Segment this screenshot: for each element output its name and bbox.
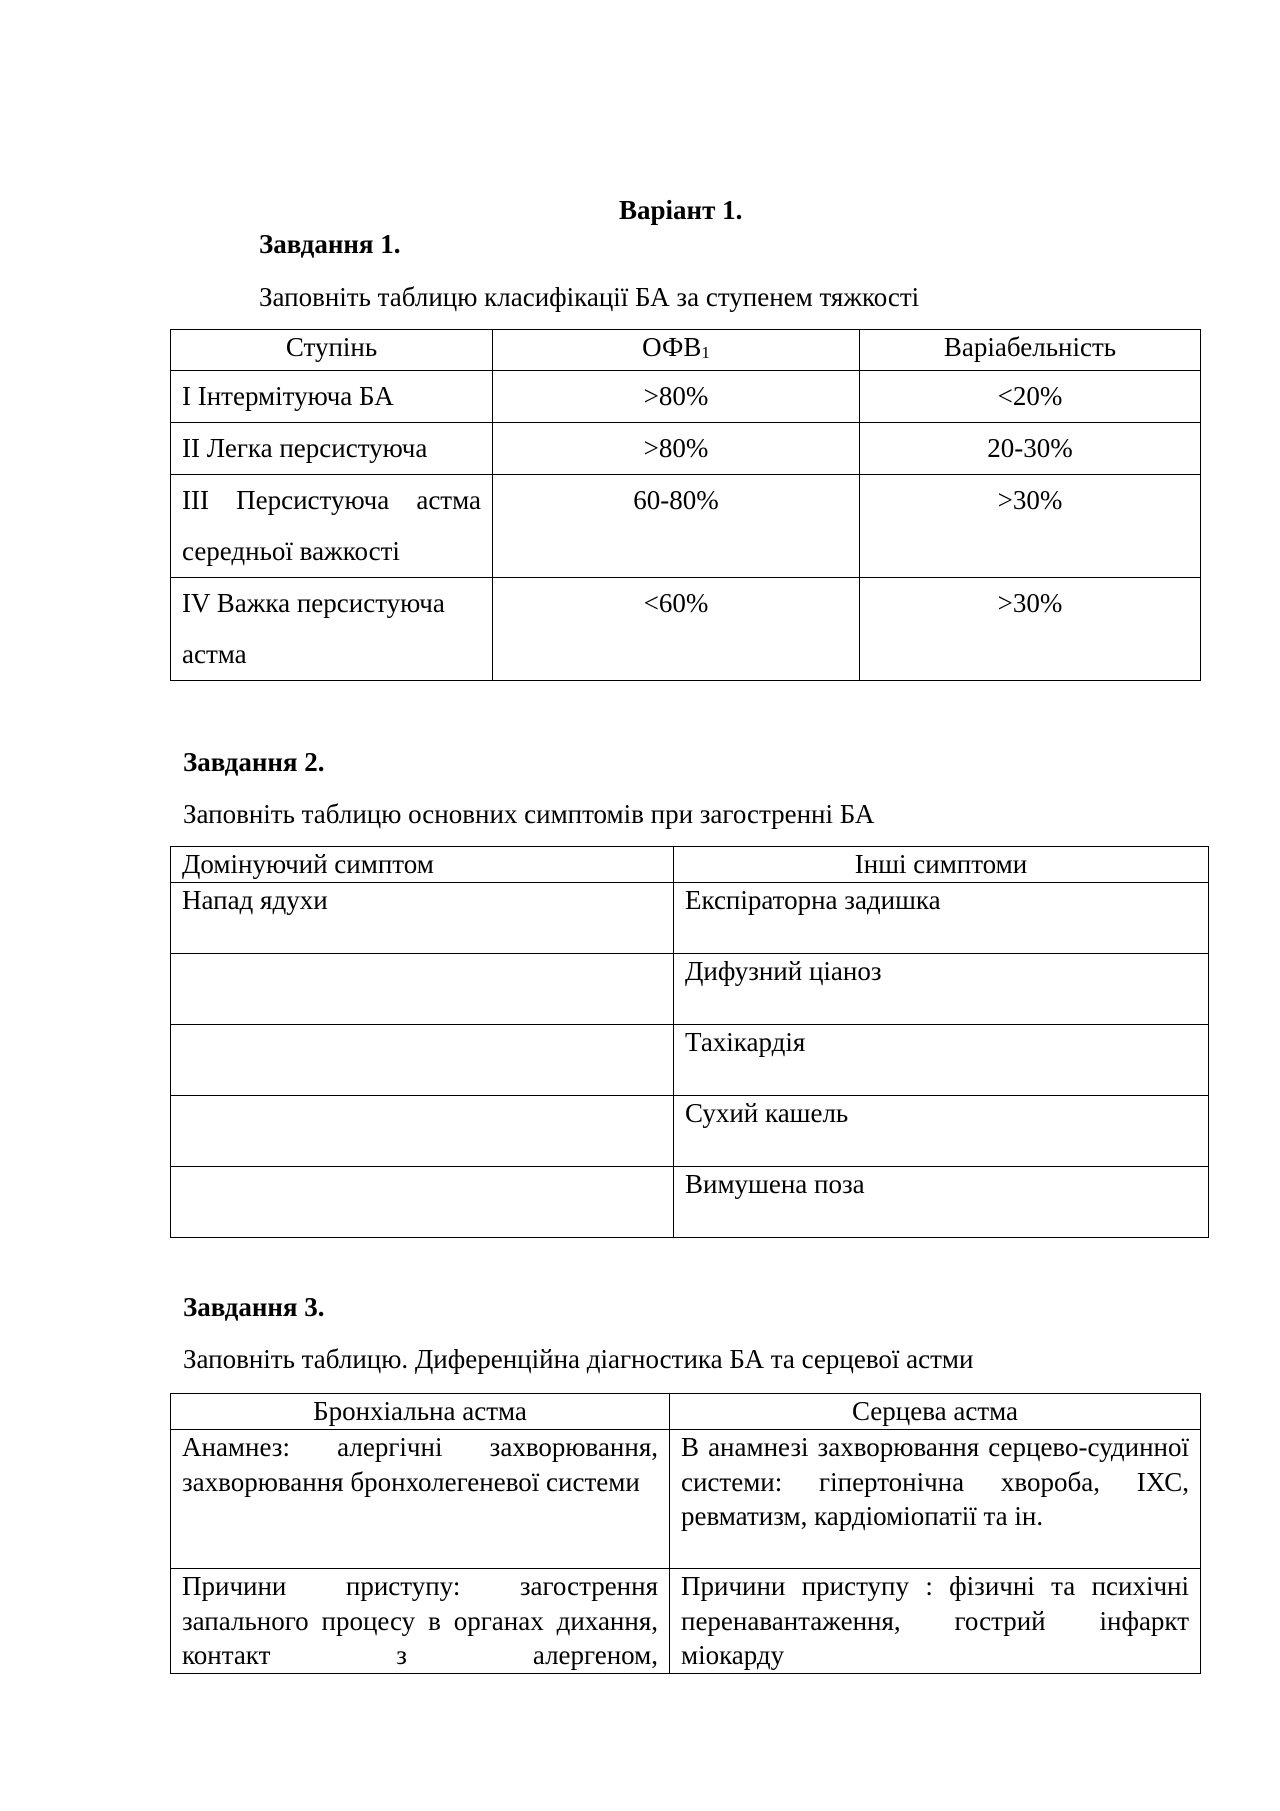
table-cell: II Легка персистуюча bbox=[171, 423, 493, 475]
task1-instruction: Заповніть таблицю класифікації БА за ступенем тяжкості bbox=[259, 282, 920, 312]
task1-heading: Завдання 1. bbox=[259, 229, 401, 259]
table-cell: >80% bbox=[493, 423, 860, 475]
header-cell: Інші симптоми bbox=[674, 847, 1209, 883]
table-header-row bbox=[171, 330, 1201, 371]
header-cell: Бронхіальна астма bbox=[171, 1394, 670, 1430]
table-cell: III Персистуюча астма середньої важкості bbox=[171, 475, 493, 578]
table-cell: <60% bbox=[493, 578, 860, 681]
table-row bbox=[171, 1025, 1209, 1096]
table-cell bbox=[171, 1096, 674, 1167]
variant-title: Варіант 1. bbox=[619, 195, 743, 225]
table-row bbox=[171, 371, 1201, 423]
table-cell: >80% bbox=[493, 371, 860, 423]
severity-table bbox=[170, 329, 1201, 681]
table-cell: Тахікардія bbox=[674, 1025, 1209, 1096]
table-cell: Причини приступу: загострення запального процесу в органах дихання, контакт з алергеном, bbox=[171, 1569, 670, 1674]
table-header-row bbox=[171, 847, 1209, 883]
table-cell: 60-80% bbox=[493, 475, 860, 578]
task3-instruction: Заповніть таблицю. Диференційна діагностика БА та серцевої астми bbox=[183, 1344, 974, 1374]
task3-heading: Завдання 3. bbox=[183, 1292, 325, 1322]
table-row bbox=[171, 423, 1201, 475]
header-cell: Серцева астма bbox=[670, 1394, 1201, 1430]
table-cell: >30% bbox=[860, 475, 1201, 578]
table-cell: Причини приступу : фізичні та психічні перенавантаження, гострий інфаркт міокарду bbox=[670, 1569, 1201, 1674]
table-row bbox=[171, 1167, 1209, 1238]
table-cell: IV Важка персистуюча астма bbox=[171, 578, 493, 681]
header-cell: Домінуючий симптом bbox=[171, 847, 674, 883]
table-row bbox=[171, 1430, 1201, 1569]
table-cell: В анамнезі захворювання серцево-судинної системи: гіпертонічна хвороба, ІХС, ревматизм, кардіоміопатії та ін. bbox=[670, 1430, 1201, 1569]
table-row bbox=[171, 475, 1201, 578]
header-cell: Ступінь bbox=[171, 330, 493, 371]
table-cell bbox=[171, 1025, 674, 1096]
table-row bbox=[171, 883, 1209, 954]
table-cell: <20% bbox=[860, 371, 1201, 423]
table-row bbox=[171, 954, 1209, 1025]
table-cell: Дифузний ціаноз bbox=[674, 954, 1209, 1025]
table-cell: Напад ядухи bbox=[171, 883, 674, 954]
table-row bbox=[171, 578, 1201, 681]
table-cell: I Інтермітуюча БА bbox=[171, 371, 493, 423]
subscript: 1 bbox=[701, 343, 710, 362]
table-cell bbox=[171, 1167, 674, 1238]
differential-table bbox=[170, 1393, 1201, 1674]
table-row bbox=[171, 1096, 1209, 1167]
table-cell: Вимушена поза bbox=[674, 1167, 1209, 1238]
table-row bbox=[171, 1569, 1201, 1674]
table-cell: >30% bbox=[860, 578, 1201, 681]
header-cell: $ОФВ_1$ bbox=[493, 330, 860, 371]
task2-instruction: Заповніть таблицю основних симптомів при загостренні БА bbox=[183, 799, 875, 829]
table-header-row bbox=[171, 1394, 1201, 1430]
table-cell: 20-30% bbox=[860, 423, 1201, 475]
table-cell bbox=[171, 954, 674, 1025]
table-cell: Експіраторна задишка bbox=[674, 883, 1209, 954]
table-cell: Анамнез: алергічні захворювання, захворювання бронхолегеневої системи bbox=[171, 1430, 670, 1569]
symptoms-table bbox=[170, 846, 1209, 1238]
header-cell: Варіабельність bbox=[860, 330, 1201, 371]
table-cell: Сухий кашель bbox=[674, 1096, 1209, 1167]
task2-heading: Завдання 2. bbox=[183, 747, 325, 777]
